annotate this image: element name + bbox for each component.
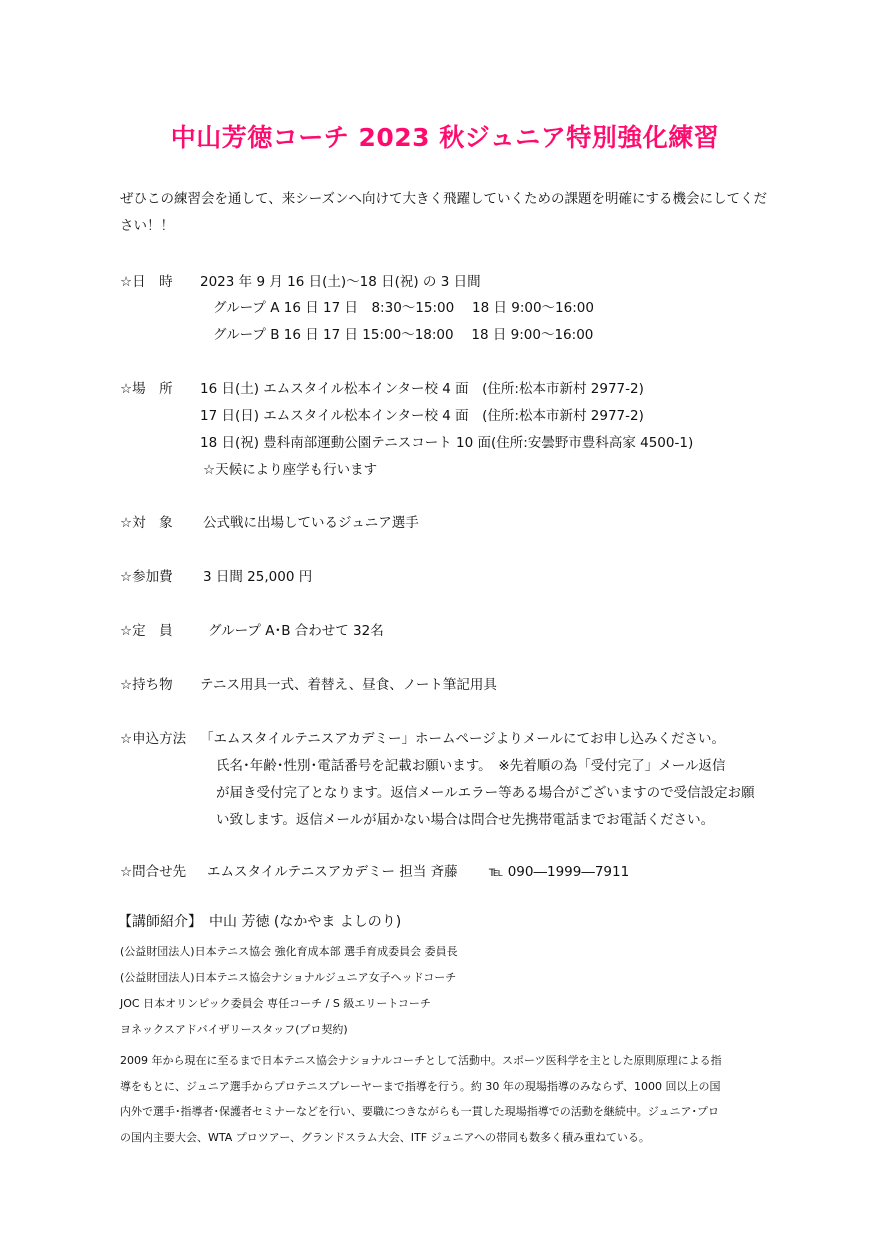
venue-weather-note: ☆天候により座学も行います	[203, 462, 378, 478]
apply-line-2: 氏名･年齢･性別･電話番号を記載お願います。 ※先着順の為「受付完了」メール返信	[216, 758, 726, 774]
instructor-heading: 【講師紹介】 中山 芳徳 (なかやま よしのり)	[118, 914, 402, 930]
capacity-label: ☆定 員	[120, 623, 173, 639]
apply-label: ☆申込方法	[120, 731, 187, 747]
venue-label: ☆場 所	[120, 381, 173, 397]
instructor-role: (公益財団法人)日本テニス協会ナショナルジュニア女子ヘッドコーチ	[120, 971, 457, 984]
intro-text: ぜひこの練習会を通して、来シーズンへ向けて大きく飛躍していくための課題を明確にする機会にしてください！！	[120, 191, 768, 234]
apply-line-3: が届き受付完了となります。返信メールエラー等ある場合がございますので受信設定お願	[216, 785, 755, 801]
items-label: ☆持ち物	[120, 677, 173, 693]
venue-line-2: 17 日(日) エムスタイル松本インター校 4 面 (住所:松本市新村 2977-2)	[200, 408, 644, 424]
fee-label: ☆参加費	[120, 569, 173, 585]
target-value: 公式戦に出場しているジュニア選手	[203, 515, 419, 531]
apply-line-4: い致します。返信メールが届かない場合は問合せ先携帯電話までお電話ください。	[216, 812, 715, 828]
schedule-group-b: グループ B 16 日 17 日 15:00～18:00 18 日 9:00～16:00	[213, 327, 594, 343]
instructor-role: ヨネックスアドバイザリースタッフ(プロ契約)	[120, 1023, 348, 1036]
schedule-group-a: グループ A 16 日 17 日 8:30～15:00 18 日 9:00～16:00	[213, 300, 594, 316]
capacity-value: グループ A･B 合わせて 32名	[208, 623, 384, 639]
target-label: ☆対 象	[120, 515, 173, 531]
instructor-role: (公益財団法人)日本テニス協会 強化育成本部 選手育成委員会 委員長	[120, 945, 458, 958]
fee-value: 3 日間 25,000 円	[203, 569, 313, 585]
contact-value: エムスタイルテニスアカデミー 担当 斉藤 ℡ 090―1999―7911	[207, 864, 630, 880]
schedule-dates: 2023 年 9 月 16 日(土)～18 日(祝) の 3 日間	[200, 274, 481, 290]
apply-line-1: 「エムスタイルテニスアカデミー」ホームページよりメールにてお申し込みください。	[200, 731, 726, 747]
venue-line-1: 16 日(土) エムスタイル松本インター校 4 面 (住所:松本市新村 2977-2)	[200, 381, 644, 397]
schedule-label: ☆日 時	[120, 274, 173, 290]
items-value: テニス用具一式、着替え、昼食、ノート筆記用具	[200, 677, 497, 693]
instructor-bio: 2009 年から現在に至るまで日本テニス協会ナショナルコーチとして活動中。スポーツ医科学を主とした原則原理による指導をもとに、ジュニア選手からプロテニスプレーヤーまで指導を行う。約 30 年の現場指導のみならず、1000 回以上の国内外で選手･指導者･保護者セミナーなどを行い、要職につきながらも一貫した現場指導での活動を継続中。ジュニア･プロの国内主要大会、WTA プロツアー、グランドスラム大会、ITF ジュニアへの帯同も数多く積み重ねている。	[120, 1054, 722, 1144]
page-title: 中山芳徳コーチ 2023 秋ジュニア特別強化練習	[170, 123, 720, 152]
contact-label: ☆問合せ先	[120, 864, 187, 880]
venue-line-3: 18 日(祝) 豊科南部運動公園テニスコート 10 面(住所:安曇野市豊科高家 4500-1)	[200, 435, 694, 451]
instructor-role: JOC 日本オリンピック委員会 専任コーチ / S 級エリートコーチ	[120, 997, 431, 1010]
